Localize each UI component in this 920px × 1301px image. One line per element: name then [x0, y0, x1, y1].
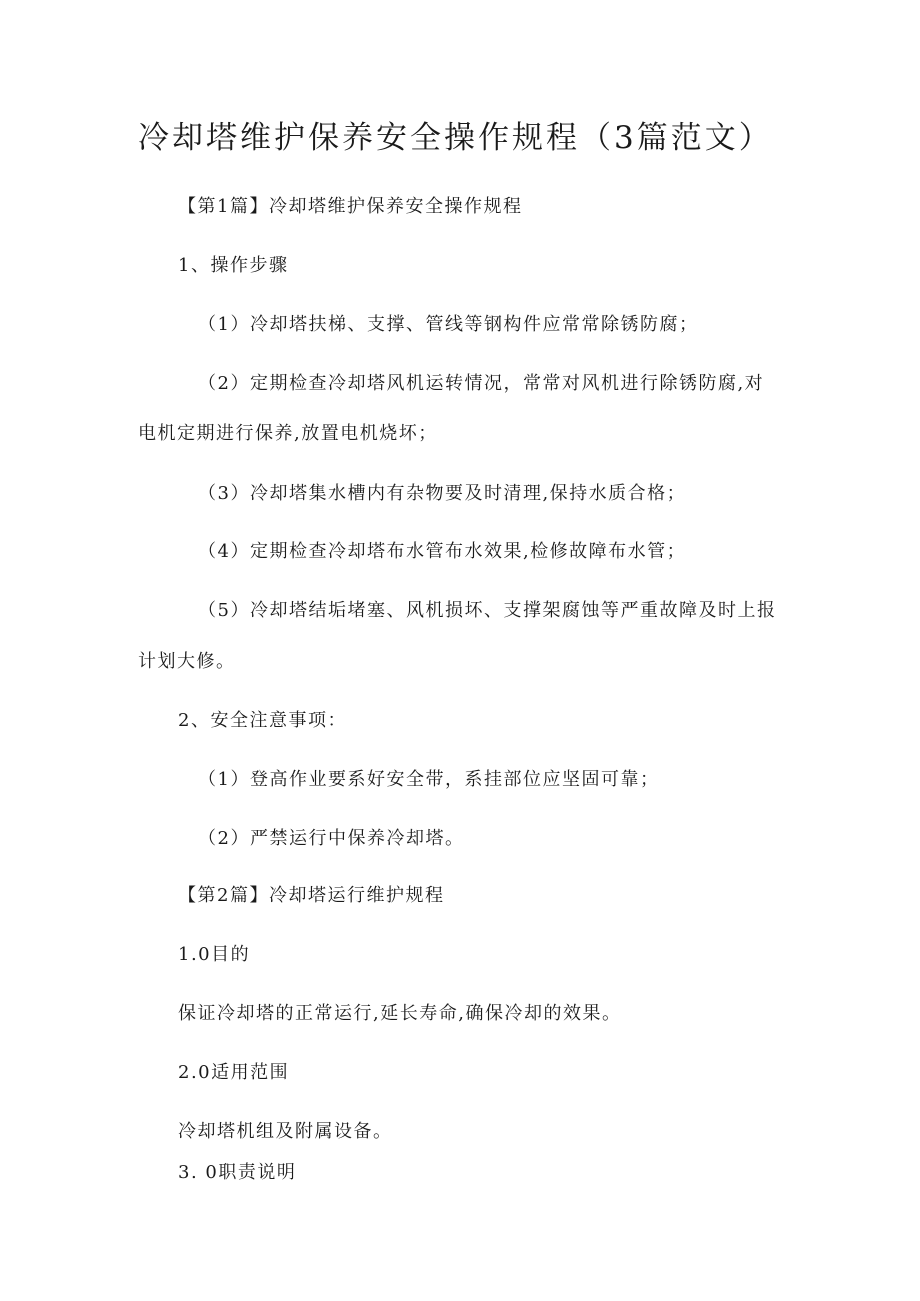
paragraph-step-2-continued: 电机定期进行保养,放置电机烧坏；: [138, 423, 438, 444]
paragraph-step-5-continued: 计划大修。: [138, 651, 236, 672]
section-heading-part2: 【第2篇】冷却塔运行维护规程: [178, 885, 445, 906]
paragraph-step-1: （1）冷却塔扶梯、支撑、管线等钢构件应常常除锈防腐；: [198, 314, 699, 335]
subheading-scope: 2.0适用范围: [178, 1062, 290, 1083]
subheading-safety-notes: 2、安全注意事项：: [178, 710, 347, 731]
document-title: 冷却塔维护保养安全操作规程（3篇范文）: [138, 120, 773, 156]
paragraph-purpose: 保证冷却塔的正常运行,延长寿命,确保冷却的效果。: [178, 1003, 622, 1024]
subheading-responsibilities: 3. 0职责说明: [178, 1162, 297, 1183]
paragraph-scope: 冷却塔机组及附属设备。: [178, 1121, 393, 1142]
paragraph-step-4: （4）定期检查冷却塔布水管布水效果,检修故障布水管；: [198, 541, 687, 562]
section-heading-part1: 【第1篇】冷却塔维护保养安全操作规程: [178, 196, 523, 217]
paragraph-step-5: （5）冷却塔结垢堵塞、风机损坏、支撑架腐蚀等严重故障及时上报: [198, 600, 777, 621]
paragraph-step-2: （2）定期检查冷却塔风机运转情况，常常对风机进行除锈防腐,对: [198, 373, 765, 394]
subheading-purpose: 1.0目的: [178, 944, 251, 965]
subheading-operation-steps: 1、操作步骤: [178, 255, 289, 276]
paragraph-safety-1: （1）登高作业要系好安全带，系挂部位应坚固可靠；: [198, 769, 660, 790]
paragraph-safety-2: （2）严禁运行中保养冷却塔。: [198, 828, 465, 849]
paragraph-step-3: （3）冷却塔集水槽内有杂物要及时清理,保持水质合格；: [198, 483, 687, 504]
